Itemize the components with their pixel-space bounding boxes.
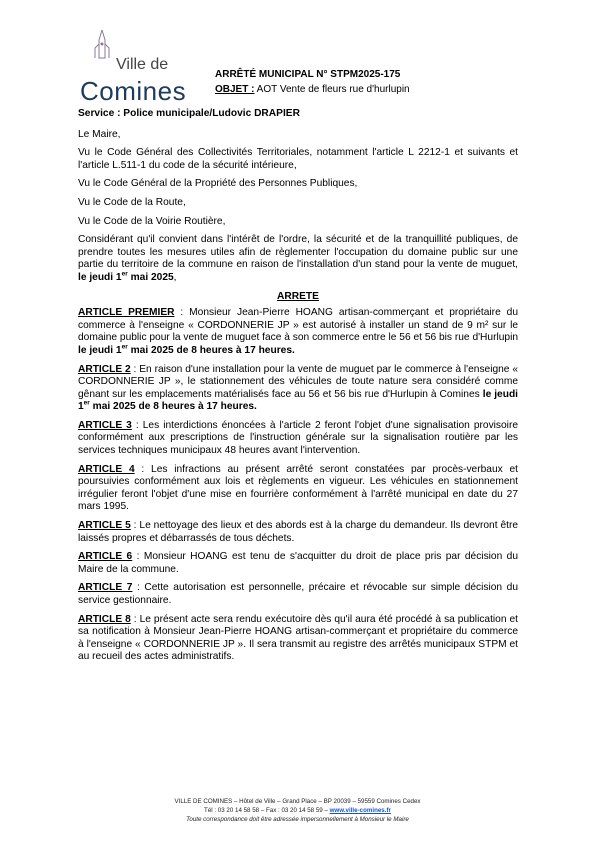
article-5 <box>78 520 518 545</box>
article-1-date-b: mai 2025 de 8 heures à 17 heures. <box>127 344 295 356</box>
article-6 <box>78 551 518 576</box>
subject-label: OBJET : <box>215 84 255 95</box>
article-1-text: : Monsieur Jean-Pierre HOANG artisan-commerçant et propriétaire du commerce à l'enseigne « CORDONNERIE JP » est autorisé à installer un stand de 9 m² sur le domaine public pour la vente de muguet face à son commerce entre le 56 et 56 bis rue d'Hurlupin <box>78 307 518 344</box>
vu-code-route: Vu le Code de la Route, <box>78 196 186 208</box>
considerant-date-sup: er <box>121 270 128 278</box>
article-4 <box>78 464 518 514</box>
article-8-label: ARTICLE 8 <box>78 613 131 625</box>
considerant-text: Considérant qu'il convient dans l'intérêt de l'ordre, la sécurité et de la tranquillité publiques, de prendre toutes les mesures utiles afin de règlementer l'occupation du domaine public sur une partie du territoire de la commune en raison de l'installation d'un stand pour la vente de muguet, <box>78 234 518 271</box>
logo-ville-text: Ville de <box>116 56 169 73</box>
arrete-heading: ARRETE <box>277 290 319 302</box>
article-2-text: : En raison d'une installation pour la vente de muguet par le commerce à l'enseigne « CORDONNERIE JP », le stationnement des véhicules de toute nature sera considéré comme gênant sur les emplacements matérialisés face au 56 et 56 bis rue d'Hurlupin à Comines <box>78 363 519 400</box>
decree-body <box>78 108 518 670</box>
article-4-label: ARTICLE 4 <box>78 463 135 475</box>
article-6-label: ARTICLE 6 <box>78 551 133 563</box>
article-3-label: ARTICLE 3 <box>78 419 132 431</box>
article-1-date <box>78 345 295 356</box>
article-2-date-sup: er <box>83 399 90 407</box>
decree-title: ARRÊTÉ MUNICIPAL N° STPM2025-175 <box>215 69 401 80</box>
article-1-date-a: le jeudi 1 <box>78 344 122 356</box>
footer-address: VILLE DE COMINES – Hôtel de Ville – Grand Place – BP 20039 – 59559 Comines Cedex <box>174 798 421 805</box>
article-8-text: : Le présent acte sera rendu exécutoire dès qu'il aura été procédé à sa publication et sa notification à Monsieur Jean-Pierre HOANG artisan-commerçant et propriétaire du commerce à l'enseigne « CORDONNERIE JP ». Il sera transmit au registre des arrêtés municipaux STPM et au recueil des actes administratifs. <box>78 613 518 663</box>
article-1-date-sup: er <box>121 343 128 351</box>
considerant-date-a: le jeudi 1 <box>78 271 122 283</box>
service-line: Service : Police municipale/Ludovic DRAPIER <box>78 108 300 119</box>
footer-note: Toute correspondance doit être adressée impersonnellement à Monsieur le Maire <box>186 816 409 823</box>
article-8 <box>78 614 518 664</box>
article-7-text: : Cette autorisation est personnelle, précaire et révocable sur simple décision du service gestionnaire. <box>78 582 518 606</box>
footer-contact <box>0 806 595 815</box>
article-6-text: : Monsieur HOANG est tenu de s'acquitter du droit de place pris par décision du Maire de la commune. <box>78 551 518 575</box>
page-footer <box>0 797 595 824</box>
article-2-label: ARTICLE 2 <box>78 363 131 375</box>
article-4-text: : Les infractions au présent arrêté seront constatées par procès-verbaux et poursuivies conformément aux lois et règlements en vigueur. Les véhicules en stationnement irrégulier feront l'objet d'une mise en fourrière conformément à l'arrêté municipal en date du 27 mars 1995. <box>78 463 519 513</box>
article-1 <box>78 307 518 357</box>
vu-cgppp: Vu le Code Général de la Propriété des Personnes Publiques, <box>78 178 358 190</box>
footer-phone-fax: Tél : 03 20 14 58 58 – Fax : 03 20 14 58 59 – <box>204 807 330 814</box>
subject-text: AOT Vente de fleurs rue d'hurlupin <box>254 84 410 95</box>
considerant-date <box>78 272 174 283</box>
article-2-date-b: mai 2025 de 8 heures à 17 heures. <box>89 401 257 413</box>
footer-website-link[interactable]: www.ville-comines.fr <box>329 807 391 814</box>
considerant-date-b: mai 2025 <box>127 271 174 283</box>
decree-subject <box>215 84 410 95</box>
city-logo <box>78 30 198 108</box>
article-7-label: ARTICLE 7 <box>78 582 133 594</box>
article-2-date-a: le jeudi 1 <box>78 388 518 413</box>
article-3-text: : Les interdictions énoncées à l'article 2 feront l'objet d'une signalisation provisoire conformément aux prescriptions de l'instruction générale sur la signalisation routière par les services techniques municipaux 48 heures avant l'intervention. <box>78 419 519 457</box>
article-5-label: ARTICLE 5 <box>78 520 131 532</box>
le-maire: Le Maire, <box>78 128 121 140</box>
article-2 <box>78 364 518 414</box>
logo-comines-text: Comines <box>80 76 187 106</box>
article-7 <box>78 582 518 607</box>
considerant <box>78 234 518 284</box>
article-3 <box>78 420 518 458</box>
church-icon <box>92 30 112 60</box>
vu-voirie: Vu le Code de la Voirie Routière, <box>78 215 226 227</box>
article-5-text: : Le nettoyage des lieux et des abords est à la charge du demandeur. Ils devront être laissés propres et débarrassés de tous déchets. <box>78 520 518 544</box>
article-1-label: ARTICLE PREMIER <box>78 307 175 319</box>
vu-cgct: Vu le Code Général des Collectivités Territoriales, notamment l'article L 2212-1 et suivants et l'article L.511-1 du code de la sécurité intérieure, <box>78 147 518 171</box>
considerant-end: , <box>173 271 177 283</box>
